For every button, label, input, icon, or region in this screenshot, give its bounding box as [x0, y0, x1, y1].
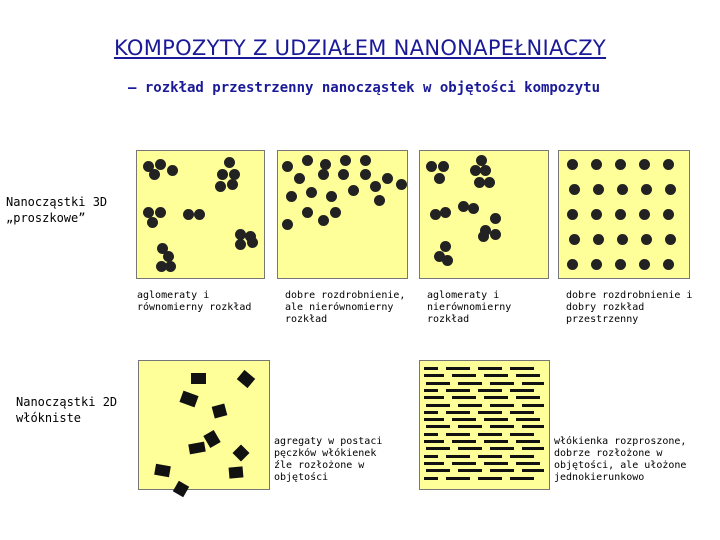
aligned-fiber [516, 440, 540, 443]
particle [641, 234, 652, 245]
particle [183, 209, 194, 220]
aligned-fiber [452, 462, 476, 465]
aligned-fiber [458, 469, 482, 472]
particle [639, 159, 650, 170]
aligned-fiber [510, 477, 534, 480]
particle [302, 207, 313, 218]
particle [149, 169, 160, 180]
particle [348, 185, 359, 196]
caption-panel-3: aglomeraty i nierównomierny rozkład [427, 290, 512, 325]
fiber-bundle [154, 464, 171, 477]
particle [155, 207, 166, 218]
fiber-bundle [212, 404, 228, 419]
fiber-bundle [188, 442, 205, 455]
aligned-fiber [516, 418, 540, 421]
fiber-bundle [173, 481, 189, 497]
particle [567, 159, 578, 170]
panel-fiber-bundles [138, 360, 270, 490]
aligned-fiber [458, 382, 482, 385]
aligned-fiber [490, 447, 514, 450]
aligned-fiber [426, 382, 450, 385]
caption-panel-4: dobre rozdrobnienie i dobry rozkład przestrzenny [566, 290, 693, 325]
aligned-fiber [484, 462, 508, 465]
aligned-fiber [446, 477, 470, 480]
aligned-fiber [424, 433, 438, 436]
particle [155, 159, 166, 170]
panel-fine-uniform [558, 150, 690, 279]
aligned-fiber [510, 367, 534, 370]
aligned-fiber [484, 440, 508, 443]
aligned-fiber [424, 418, 444, 421]
caption-panel-2: dobre rozdrobnienie, ale nierównomierny rozkład [285, 290, 406, 325]
particle [147, 217, 158, 228]
aligned-fiber [478, 477, 502, 480]
particle [639, 209, 650, 220]
fiber-bundle [233, 445, 250, 462]
aligned-fiber [424, 389, 438, 392]
particle [615, 209, 626, 220]
particle [247, 237, 258, 248]
particle [426, 161, 437, 172]
particle [396, 179, 407, 190]
caption-panel-5: agregaty w postaci pęczków włókienek źle rozłożone w objętości [274, 436, 383, 483]
particle [374, 195, 385, 206]
particle [167, 165, 178, 176]
particle [302, 155, 313, 166]
row-label-2d: Nanocząstki 2D włókniste [16, 395, 118, 425]
panel-agglomerates-uniform [136, 150, 265, 279]
particle [480, 165, 491, 176]
particle [194, 209, 205, 220]
aligned-fiber [478, 455, 502, 458]
aligned-fiber [424, 411, 438, 414]
fiber-bundle [237, 370, 255, 388]
particle [438, 161, 449, 172]
page-subtitle: – rozkład przestrzenny nanocząstek w objętości kompozytu [128, 80, 601, 96]
aligned-fiber [426, 469, 450, 472]
aligned-fiber [424, 455, 438, 458]
aligned-fiber [522, 404, 544, 407]
aligned-fiber [484, 418, 508, 421]
particle [663, 209, 674, 220]
aligned-fiber [426, 425, 450, 428]
particle [227, 179, 238, 190]
particle [215, 181, 226, 192]
particle [663, 259, 674, 270]
fiber-bundle [229, 466, 244, 478]
aligned-fiber [478, 411, 502, 414]
aligned-fiber [452, 440, 476, 443]
aligned-fiber [490, 425, 514, 428]
particle [591, 159, 602, 170]
particle [330, 207, 341, 218]
aligned-fiber [446, 367, 470, 370]
particle [593, 234, 604, 245]
aligned-fiber [510, 433, 534, 436]
particle [567, 259, 578, 270]
particle [434, 173, 445, 184]
aligned-fiber [478, 367, 502, 370]
aligned-fiber [452, 418, 476, 421]
particle [615, 159, 626, 170]
particle [282, 219, 293, 230]
particle [442, 255, 453, 266]
aligned-fiber [522, 382, 544, 385]
particle [567, 209, 578, 220]
particle [569, 184, 580, 195]
aligned-fiber [478, 389, 502, 392]
particle [224, 157, 235, 168]
aligned-fiber [490, 382, 514, 385]
particle [440, 207, 451, 218]
particle [294, 173, 305, 184]
particle [478, 231, 489, 242]
particle [235, 239, 246, 250]
aligned-fiber [452, 374, 476, 377]
particle [318, 215, 329, 226]
aligned-fiber [424, 462, 444, 465]
aligned-fiber [452, 396, 476, 399]
aligned-fiber [478, 433, 502, 436]
particle [490, 229, 501, 240]
particle [340, 155, 351, 166]
fiber-bundle [203, 430, 220, 448]
particle [338, 169, 349, 180]
particle [593, 184, 604, 195]
aligned-fiber [490, 404, 514, 407]
aligned-fiber [522, 469, 544, 472]
aligned-fiber [510, 411, 534, 414]
row-label-3d: Nanocząstki 3D „proszkowe” [6, 195, 108, 225]
particle [382, 173, 393, 184]
aligned-fiber [522, 425, 544, 428]
particle [615, 259, 626, 270]
aligned-fiber [458, 404, 482, 407]
particle [318, 169, 329, 180]
particle [490, 213, 501, 224]
aligned-fiber [446, 455, 470, 458]
aligned-fiber [424, 374, 444, 377]
particle [360, 169, 371, 180]
aligned-fiber [516, 374, 540, 377]
particle [617, 234, 628, 245]
particle [468, 203, 479, 214]
aligned-fiber [484, 396, 508, 399]
aligned-fiber [424, 477, 438, 480]
particle [665, 184, 676, 195]
particle [282, 161, 293, 172]
aligned-fiber [446, 411, 470, 414]
particle [591, 209, 602, 220]
particle [360, 155, 371, 166]
aligned-fiber [516, 462, 540, 465]
aligned-fiber [426, 447, 450, 450]
particle [217, 169, 228, 180]
particle [286, 191, 297, 202]
aligned-fiber [522, 447, 544, 450]
particle [306, 187, 317, 198]
particle [484, 177, 495, 188]
panel-fine-nonuniform [277, 150, 408, 279]
caption-panel-1: aglomeraty i równomierny rozkład [137, 290, 252, 313]
aligned-fiber [484, 374, 508, 377]
aligned-fiber [424, 367, 438, 370]
aligned-fiber [510, 389, 534, 392]
particle [663, 159, 674, 170]
aligned-fiber [424, 396, 444, 399]
particle [326, 191, 337, 202]
aligned-fiber [458, 425, 482, 428]
particle [165, 261, 176, 272]
caption-panel-6: włókienka rozproszone, dobrze rozłożone w objętości, ale ułożone jednokierunkowo [554, 436, 687, 483]
particle [440, 241, 451, 252]
page-title: KOMPOZYTY Z UDZIAŁEM NANONAPEŁNIACZY [113, 36, 607, 60]
aligned-fiber [490, 469, 514, 472]
particle [639, 259, 650, 270]
fiber-bundle [179, 391, 198, 408]
particle [641, 184, 652, 195]
aligned-fiber [446, 389, 470, 392]
fiber-bundle [191, 373, 206, 384]
aligned-fiber [516, 396, 540, 399]
aligned-fiber [510, 455, 534, 458]
panel-agglomerates-nonuniform [419, 150, 549, 279]
panel-aligned-fibers [419, 360, 550, 490]
particle [591, 259, 602, 270]
particle [370, 181, 381, 192]
particle [665, 234, 676, 245]
particle [569, 234, 580, 245]
aligned-fiber [424, 440, 444, 443]
aligned-fiber [458, 447, 482, 450]
particle [617, 184, 628, 195]
aligned-fiber [446, 433, 470, 436]
aligned-fiber [426, 404, 450, 407]
